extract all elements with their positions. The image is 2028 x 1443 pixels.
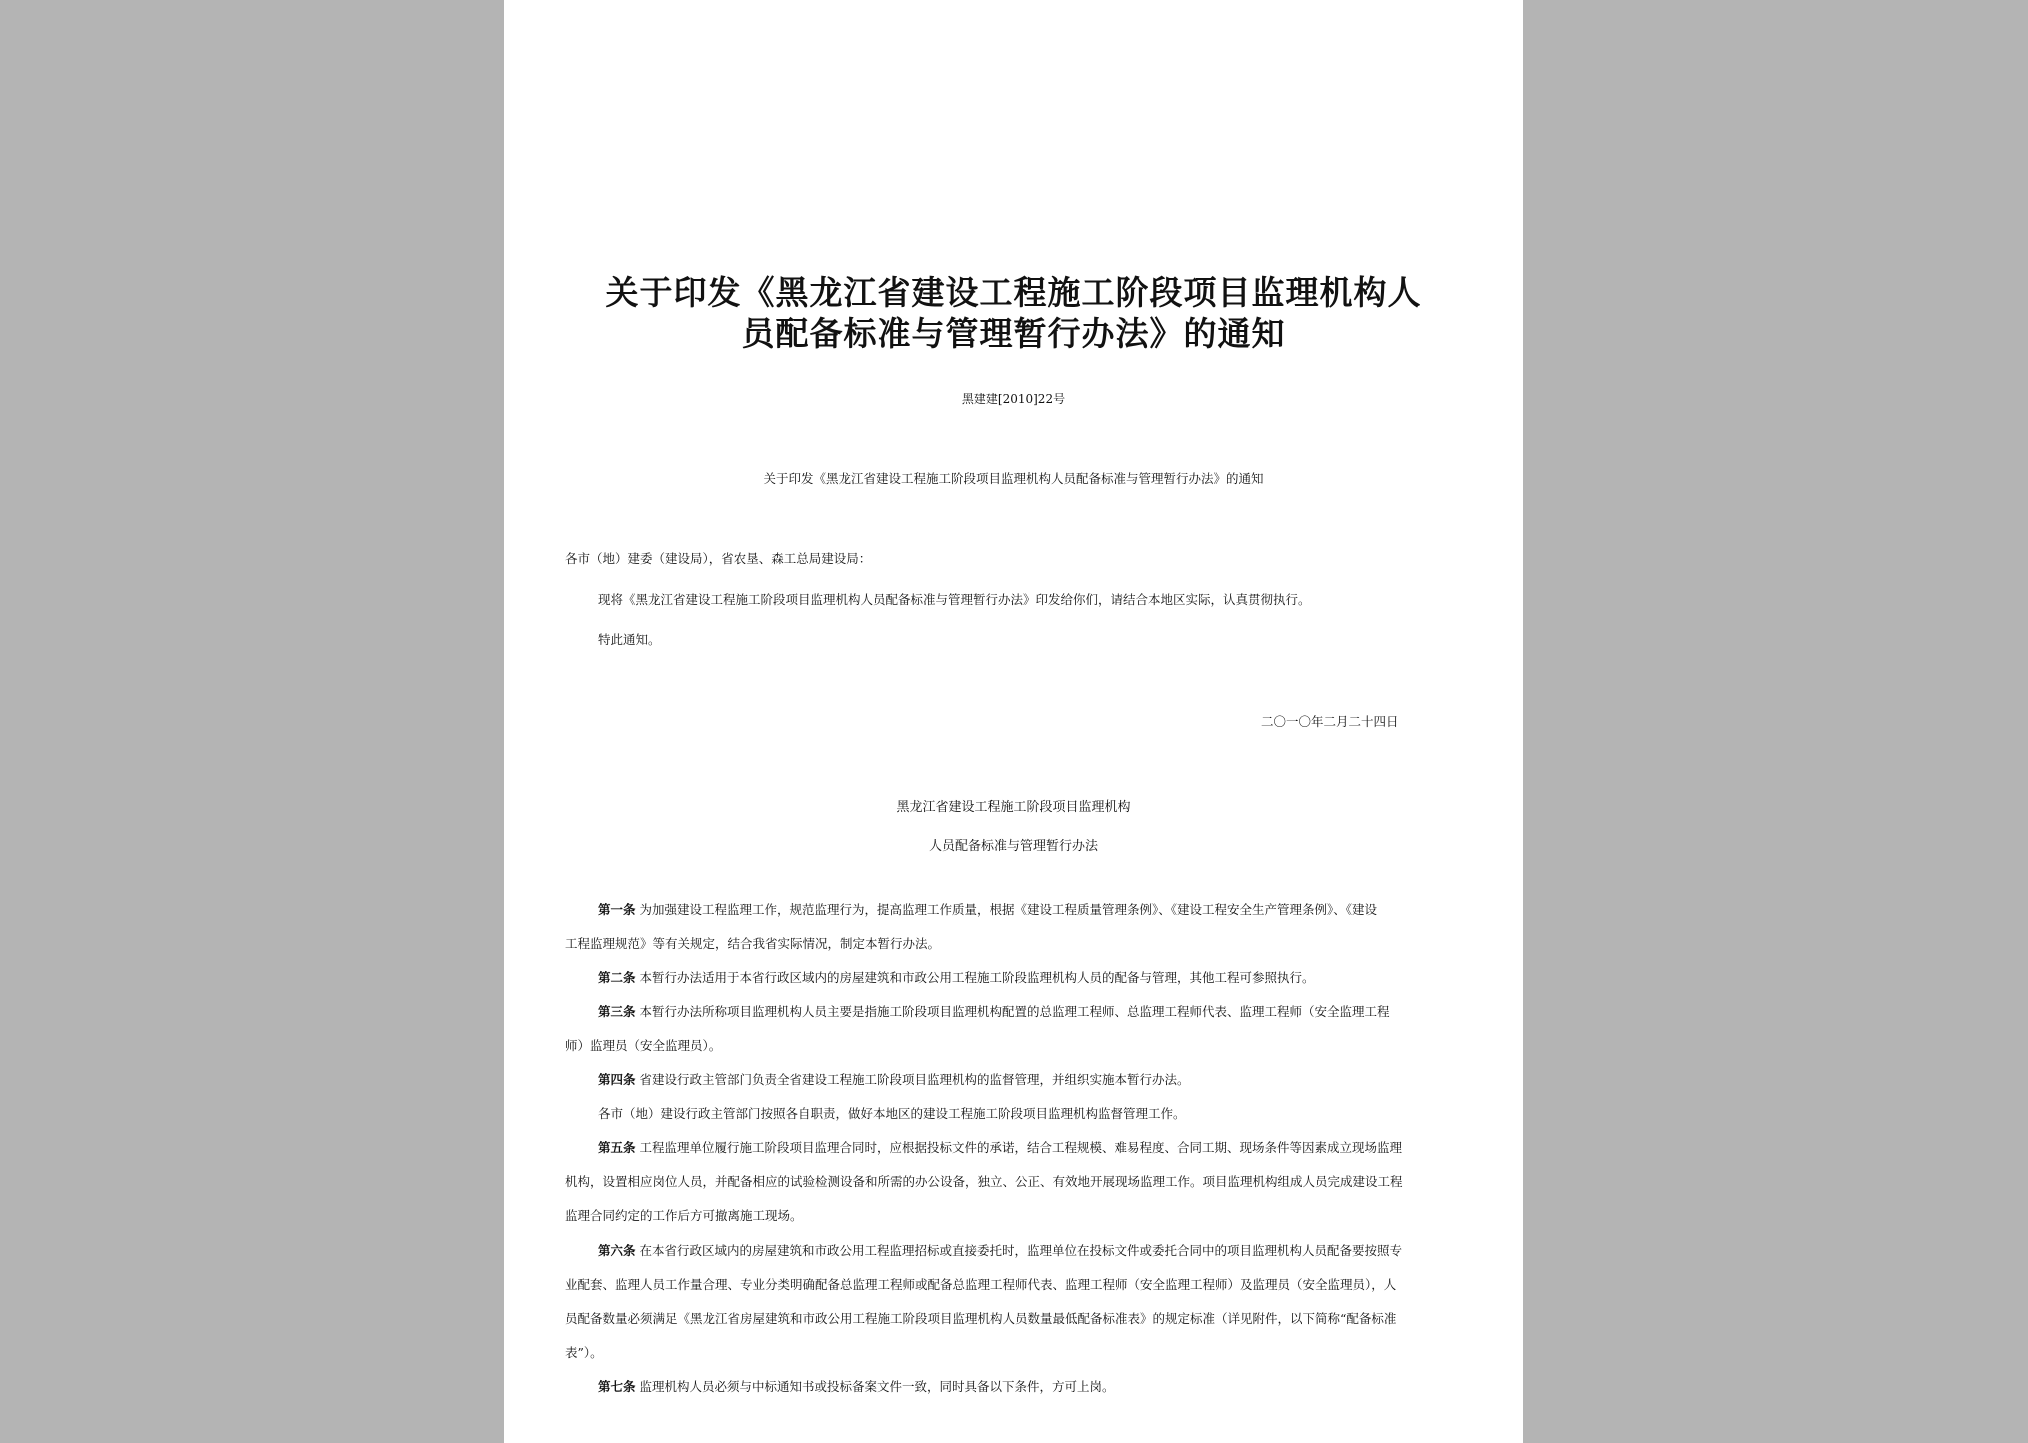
article-label: 第四条	[598, 1072, 636, 1087]
article-1-continued: 工程监理规范》等有关规定，结合我省实际情况，制定本暂行办法。	[565, 936, 941, 951]
article-text: 为加强建设工程监理工作，规范监理行为，提高监理工作质量，根据《建设工程质量管理条例》、《建设工程安全生产管理条例》、《建设	[639, 902, 1378, 917]
article-label: 第五条	[598, 1140, 636, 1155]
article-4	[598, 1072, 1190, 1088]
article-text: 工程监理单位履行施工阶段项目监理合同时，应根据投标文件的承诺，结合工程规模、难易程度、合同工期、现场条件等因素成立现场监理	[639, 1140, 1403, 1155]
article-label: 第七条	[598, 1379, 636, 1394]
article-6	[598, 1243, 1402, 1259]
page-title-line1: 关于印发《黑龙江省建设工程施工阶段项目监理机构人	[605, 273, 1422, 312]
page-title-line2: 员配备标准与管理暂行办法》的通知	[741, 314, 1286, 353]
article-text: 监理机构人员必须与中标通知书或投标备案文件一致，同时具备以下条件，方可上岗。	[639, 1379, 1115, 1394]
document-number: 黑建建[2010]22号	[961, 392, 1066, 406]
rules-title-line1: 黑龙江省建设工程施工阶段项目监理机构	[896, 800, 1131, 815]
addressee: 各市（地）建委（建设局），省农垦、森工总局建设局：	[565, 551, 872, 566]
article-1	[598, 902, 1377, 918]
article-text: 省建设行政主管部门负责全省建设工程施工阶段项目监理机构的监督管理，并组织实施本暂行办法。	[639, 1072, 1190, 1087]
notice-subtitle: 关于印发《黑龙江省建设工程施工阶段项目监理机构人员配备标准与管理暂行办法》的通知	[763, 471, 1264, 486]
article-3	[598, 1004, 1390, 1020]
article-5-continued: 机构，设置相应岗位人员，并配备相应的试验检测设备和所需的办公设备，独立、公正、有效地开展现场监理工作。项目监理机构组成人员完成建设工程	[565, 1174, 1403, 1189]
article-label: 第二条	[598, 970, 636, 985]
article-5-continued: 监理合同约定的工作后方可撤离施工现场。	[565, 1208, 803, 1223]
article-label: 第三条	[598, 1004, 636, 1019]
article-6-continued: 员配备数量必须满足《黑龙江省房屋建筑和市政公用工程施工阶段项目监理机构人员数量最低配备标准表》的规定标准（详见附件，以下简称“配备标准	[565, 1311, 1397, 1326]
rules-title-line2: 人员配备标准与管理暂行办法	[928, 839, 1098, 854]
article-3-continued: 师）监理员（安全监理员）。	[565, 1038, 722, 1053]
article-2	[598, 970, 1315, 986]
article-label: 第六条	[598, 1243, 636, 1258]
article-4-continued: 各市（地）建设行政主管部门按照各自职责，做好本地区的建设工程施工阶段项目监理机构监督管理工作。	[598, 1106, 1186, 1121]
article-7	[598, 1379, 1115, 1395]
article-text: 本暂行办法适用于本省行政区域内的房屋建筑和市政公用工程施工阶段监理机构人员的配备与管理，其他工程可参照执行。	[639, 970, 1315, 985]
body-paragraph: 现将《黑龙江省建设工程施工阶段项目监理机构人员配备标准与管理暂行办法》印发给你们，请结合本地区实际，认真贯彻执行。	[598, 592, 1311, 607]
document-page	[504, 0, 1523, 1443]
closing-remark: 特此通知。	[598, 632, 661, 647]
article-text: 本暂行办法所称项目监理机构人员主要是指施工阶段项目监理机构配置的总监理工程师、总监理工程师代表、监理工程师（安全监理工程	[639, 1004, 1390, 1019]
article-text: 在本省行政区域内的房屋建筑和市政公用工程监理招标或直接委托时，监理单位在投标文件或委托合同中的项目监理机构人员配备要按照专	[639, 1243, 1403, 1258]
issue-date: 二〇一〇年二月二十四日	[1261, 714, 1399, 729]
article-6-continued: 表”）。	[565, 1345, 603, 1360]
article-6-continued: 业配套、监理人员工作量合理、专业分类明确配备总监理工程师或配备总监理工程师代表、监理工程师（安全监理工程师）及监理员（安全监理员），人	[565, 1277, 1397, 1292]
article-label: 第一条	[598, 902, 636, 917]
article-5	[598, 1140, 1402, 1156]
